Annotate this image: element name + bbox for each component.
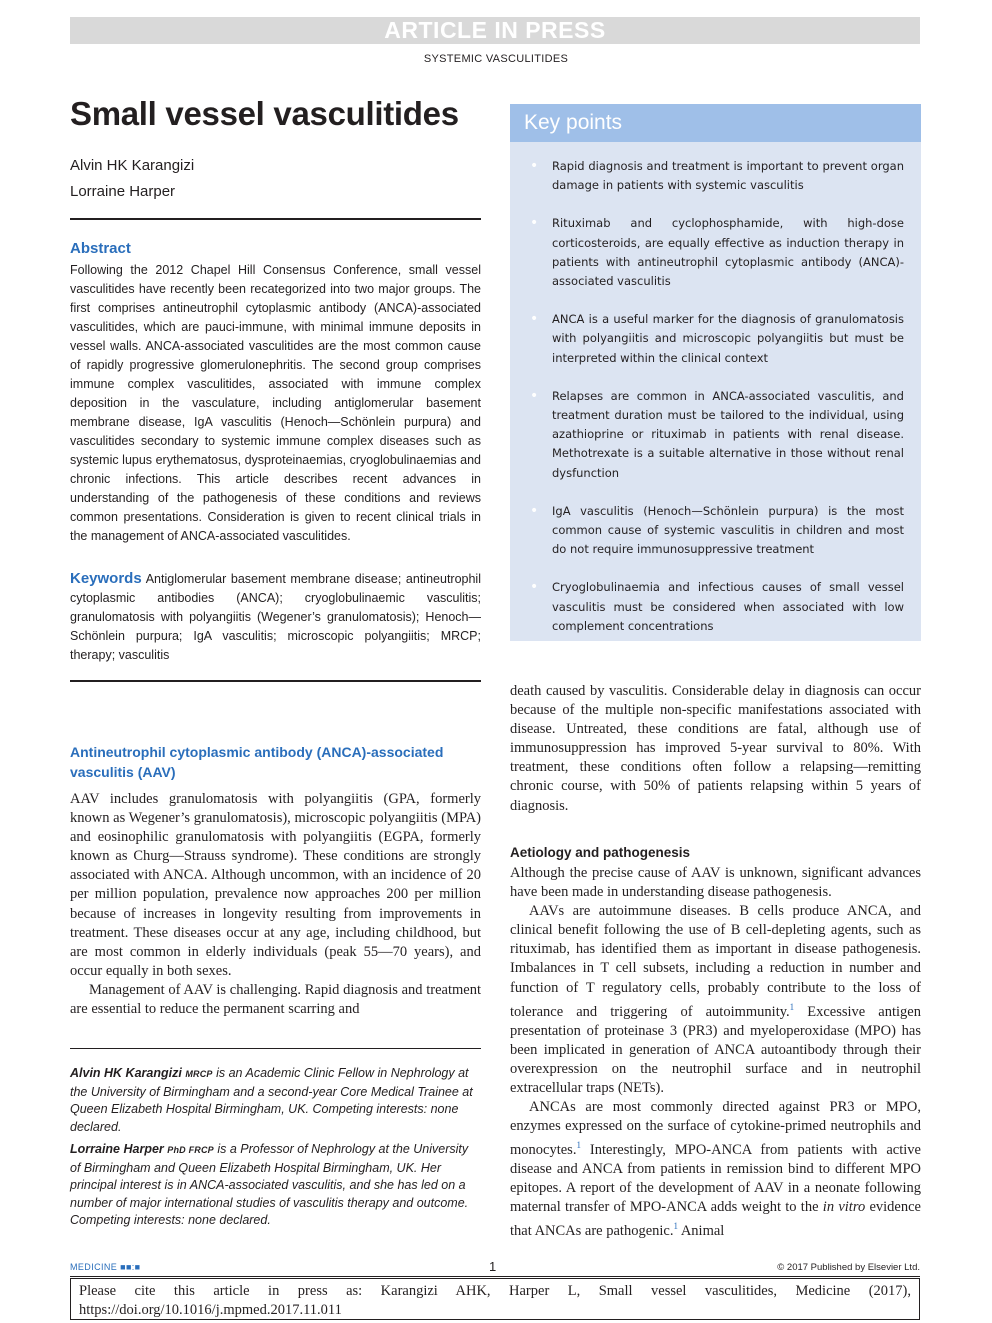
key-point-item: • IgA vasculitis (Henoch—Schönlein purpura) is the most common cause of systemic vasculitis in children and most do not require immunosuppressive treatment [530,502,904,557]
reference-link[interactable]: 1 [673,1221,678,1232]
key-point-item: • Rapid diagnosis and treatment is important to prevent organ damage in patients with systemic vasculitis [530,158,904,193]
section-label: SYSTEMIC VASCULITIDES [423,53,569,65]
abstract-heading: Abstract [70,240,131,257]
anca-section-body [70,790,481,1019]
bullet-icon: • [530,158,539,174]
anca-section-continuation: death caused by vasculitis. Considerable delay in diagnosis can occur because of the multiple non-specific manifestations associated with disease. Untreated, these conditions are fatal, although use of immunosuppression has improved 5-year survival to 80%. With treatment, these conditions often follow a relapsing—remitting chronic course, with 50% of patients relapsing within 5 years of diagnosis. [510,683,921,814]
bio-name: Lorraine Harper [70,1142,164,1156]
bullet-icon: • [530,387,539,404]
issue-marks: ■■:■ [120,1262,141,1272]
bullet-icon: • [530,215,539,232]
aetiology-body [510,864,921,1241]
key-point-item: • Cryoglobulinaemia and infectious causes of small vessel vasculitis must be considered when associated with low complement concentrations [530,579,904,633]
journal-name: MEDICINE ■■:■ [70,1262,141,1272]
paragraph: Although the precise cause of AAV is unknown, significant advances have been made in understanding disease pathogenesis. [510,865,921,901]
author-bio [70,1141,481,1230]
keywords-heading: Keywords [70,570,142,587]
paragraph: AAVs are autoimmune diseases. B cells produce ANCA, and clinical benefit following the use of B cell-depleting agents, such as rituximab, has identified them as important in disease pathogenesis. Imbalances in T cell subsets, including a reduction in number and function of T regulatory cells, probably contribute to the loss of tolerance and triggering of autoimmunity.$^1$ Excessive antigen presentation of proteinase 3 (PR3) and myeloperoxidase (MPO) has been implicated in generation of ANCA autoantibody through their overexpression on the neutrophil surface and in neutrophil extracellular traps (NETs). [510,903,921,1096]
divider [70,218,481,220]
keywords-text: Antiglomerular basement membrane disease; antineutrophil cytoplasmic antibodies (ANCA); cryoglobulinaemic vasculitis; granulomatosis with polyangiitis (Wegener’s granulomatosis); Henoch—Schönlein purpura; IgA vasculitis; microscopic polyangiitis; MRCP; therapy; vasculitis [70,572,481,662]
anca-section-heading: Antineutrophil cytoplasmic antibody (ANCA)-associated vasculitis (AAV) [70,744,444,780]
citation-box: Please cite this article in press as: Karangizi AHK, Harper L, Small vessel vasculitides, Medicine (2017), https://doi.org/10.1016/j.mpmed.2017.11.011 [70,1278,920,1320]
paragraph: ANCAs are most commonly directed against PR3 or MPO, enzymes expressed on the surface of cytokine-primed neutrophils and monocytes.$^1$ Interestingly, MPO-ANCA from patients with active disease and ANCA from patients in remission bind to different MPO epitopes. A report of the development of AAV in a neonate following maternal transfer of MPO-ANCA adds weight to the in vitro evidence that ANCAs are pathogenic.$^1$ Animal [510,1098,921,1240]
aetiology-heading: Aetiology and pathogenesis [510,845,691,860]
bio-name: Alvin HK Karangizi [70,1066,182,1080]
key-points-list [524,157,904,655]
bio-degrees: PhD FRCP [167,1145,214,1155]
paragraph: Management of AAV is challenging. Rapid diagnosis and treatment are essential to reduce the permanent scarring and [70,981,481,1018]
key-point-item: • ANCA is a useful marker for the diagnosis of granulomatosis with polyangiitis and microscopic polyangiitis but must be interpreted within the clinical context [530,311,904,365]
bio-degrees: MRCP [185,1069,213,1079]
bullet-icon: • [530,311,539,328]
author-name: Lorraine Harper [70,183,176,200]
bio-text: is a Professor of Nephrology at the University of Birmingham and Queen Elizabeth Hospital Birmingham, UK. Her principal interest is in ANCA-associated vasculitis, and she has led on a number of major international studies of vasculitis therapy and outcome. Competing interests: none declared. [70,1142,469,1227]
author-name: Alvin HK Karangizi [70,157,195,174]
key-points-title: Key points [524,111,623,134]
key-point-item: • Relapses are common in ANCA-associated vasculitis, and treatment duration must be tailored to the individual, using azathioprine or rituximab in patients with renal disease. Methotrexate is a suitable alternative in those without renal dysfunction [530,387,904,480]
divider [70,680,481,682]
key-point-item: • Rituximab and cyclophosphamide, with high-dose corticosteroids, are equally effective as induction therapy in patients with antineutrophil cytoplasmic antibody (ANCA)-associated vasculitis [530,215,904,289]
keywords-block [70,569,481,665]
page-number: 1 [489,1259,497,1274]
paragraph: AAV includes granulomatosis with polyangiitis (GPA, formerly known as Wegener’s granulomatosis), microscopic polyangiitis (MPA) and eosinophilic granulomatosis with polyangiitis (EGPA, formerly known as Churg—Strauss syndrome). These conditions are strongly associated with ANCA. Although uncommon, with an incidence of 20 per million population, prevalence now approaches 200 per million because of increases in longevity resulting from improvements in treatment. These diseases occur at any age, including childhood, but are most common in elderly individuals (peak 55—70 years), and occur equally in both sexes. [70,791,481,979]
divider [70,1048,481,1049]
bullet-icon: • [530,579,539,596]
article-title: Small vessel vasculitides [70,95,459,132]
author-bio [70,1065,481,1136]
article-in-press-banner: ARTICLE IN PRESS [70,17,920,44]
copyright: © 2017 Published by Elsevier Ltd. [777,1262,920,1273]
reference-link[interactable]: 1 [576,1140,581,1151]
bullet-icon: • [530,502,539,519]
divider [70,1276,920,1277]
bio-text: is an Academic Clinic Fellow in Nephrology at the University of Birmingham and a second-year Core Medical Trainee at Queen Elizabeth Hospital Birmingham, UK. Competing interests: none declared. [70,1066,473,1134]
abstract-text: Following the 2012 Chapel Hill Consensus Conference, small vessel vasculitides have recently been recategorized into two major groups. The first comprises antineutrophil cytoplasmic antibody (ANCA)-associated vasculitides, which are pauci-immune, with minimal immune deposits in vessel walls. ANCA-associated vasculitides are the most common cause of rapidly progressive glomerulonephritis. The second group comprises immune complex vasculitides, associated with immune complex deposition in the vasculature, including antiglomerular basement membrane disease, IgA vasculitis (Henoch—Schönlein purpura) and vasculitides secondary to systemic immune complex diseases such as systemic lupus erythematosus, dysproteinaemias, cryoglobulinaemias and chronic infections. This article describes recent advances in understanding of the pathogenesis of these conditions and reviews common presentations. Consideration is given to recent clinical trials in the management of ANCA-associated vasculitides. [70,263,481,543]
reference-link[interactable]: 1 [789,1001,795,1012]
